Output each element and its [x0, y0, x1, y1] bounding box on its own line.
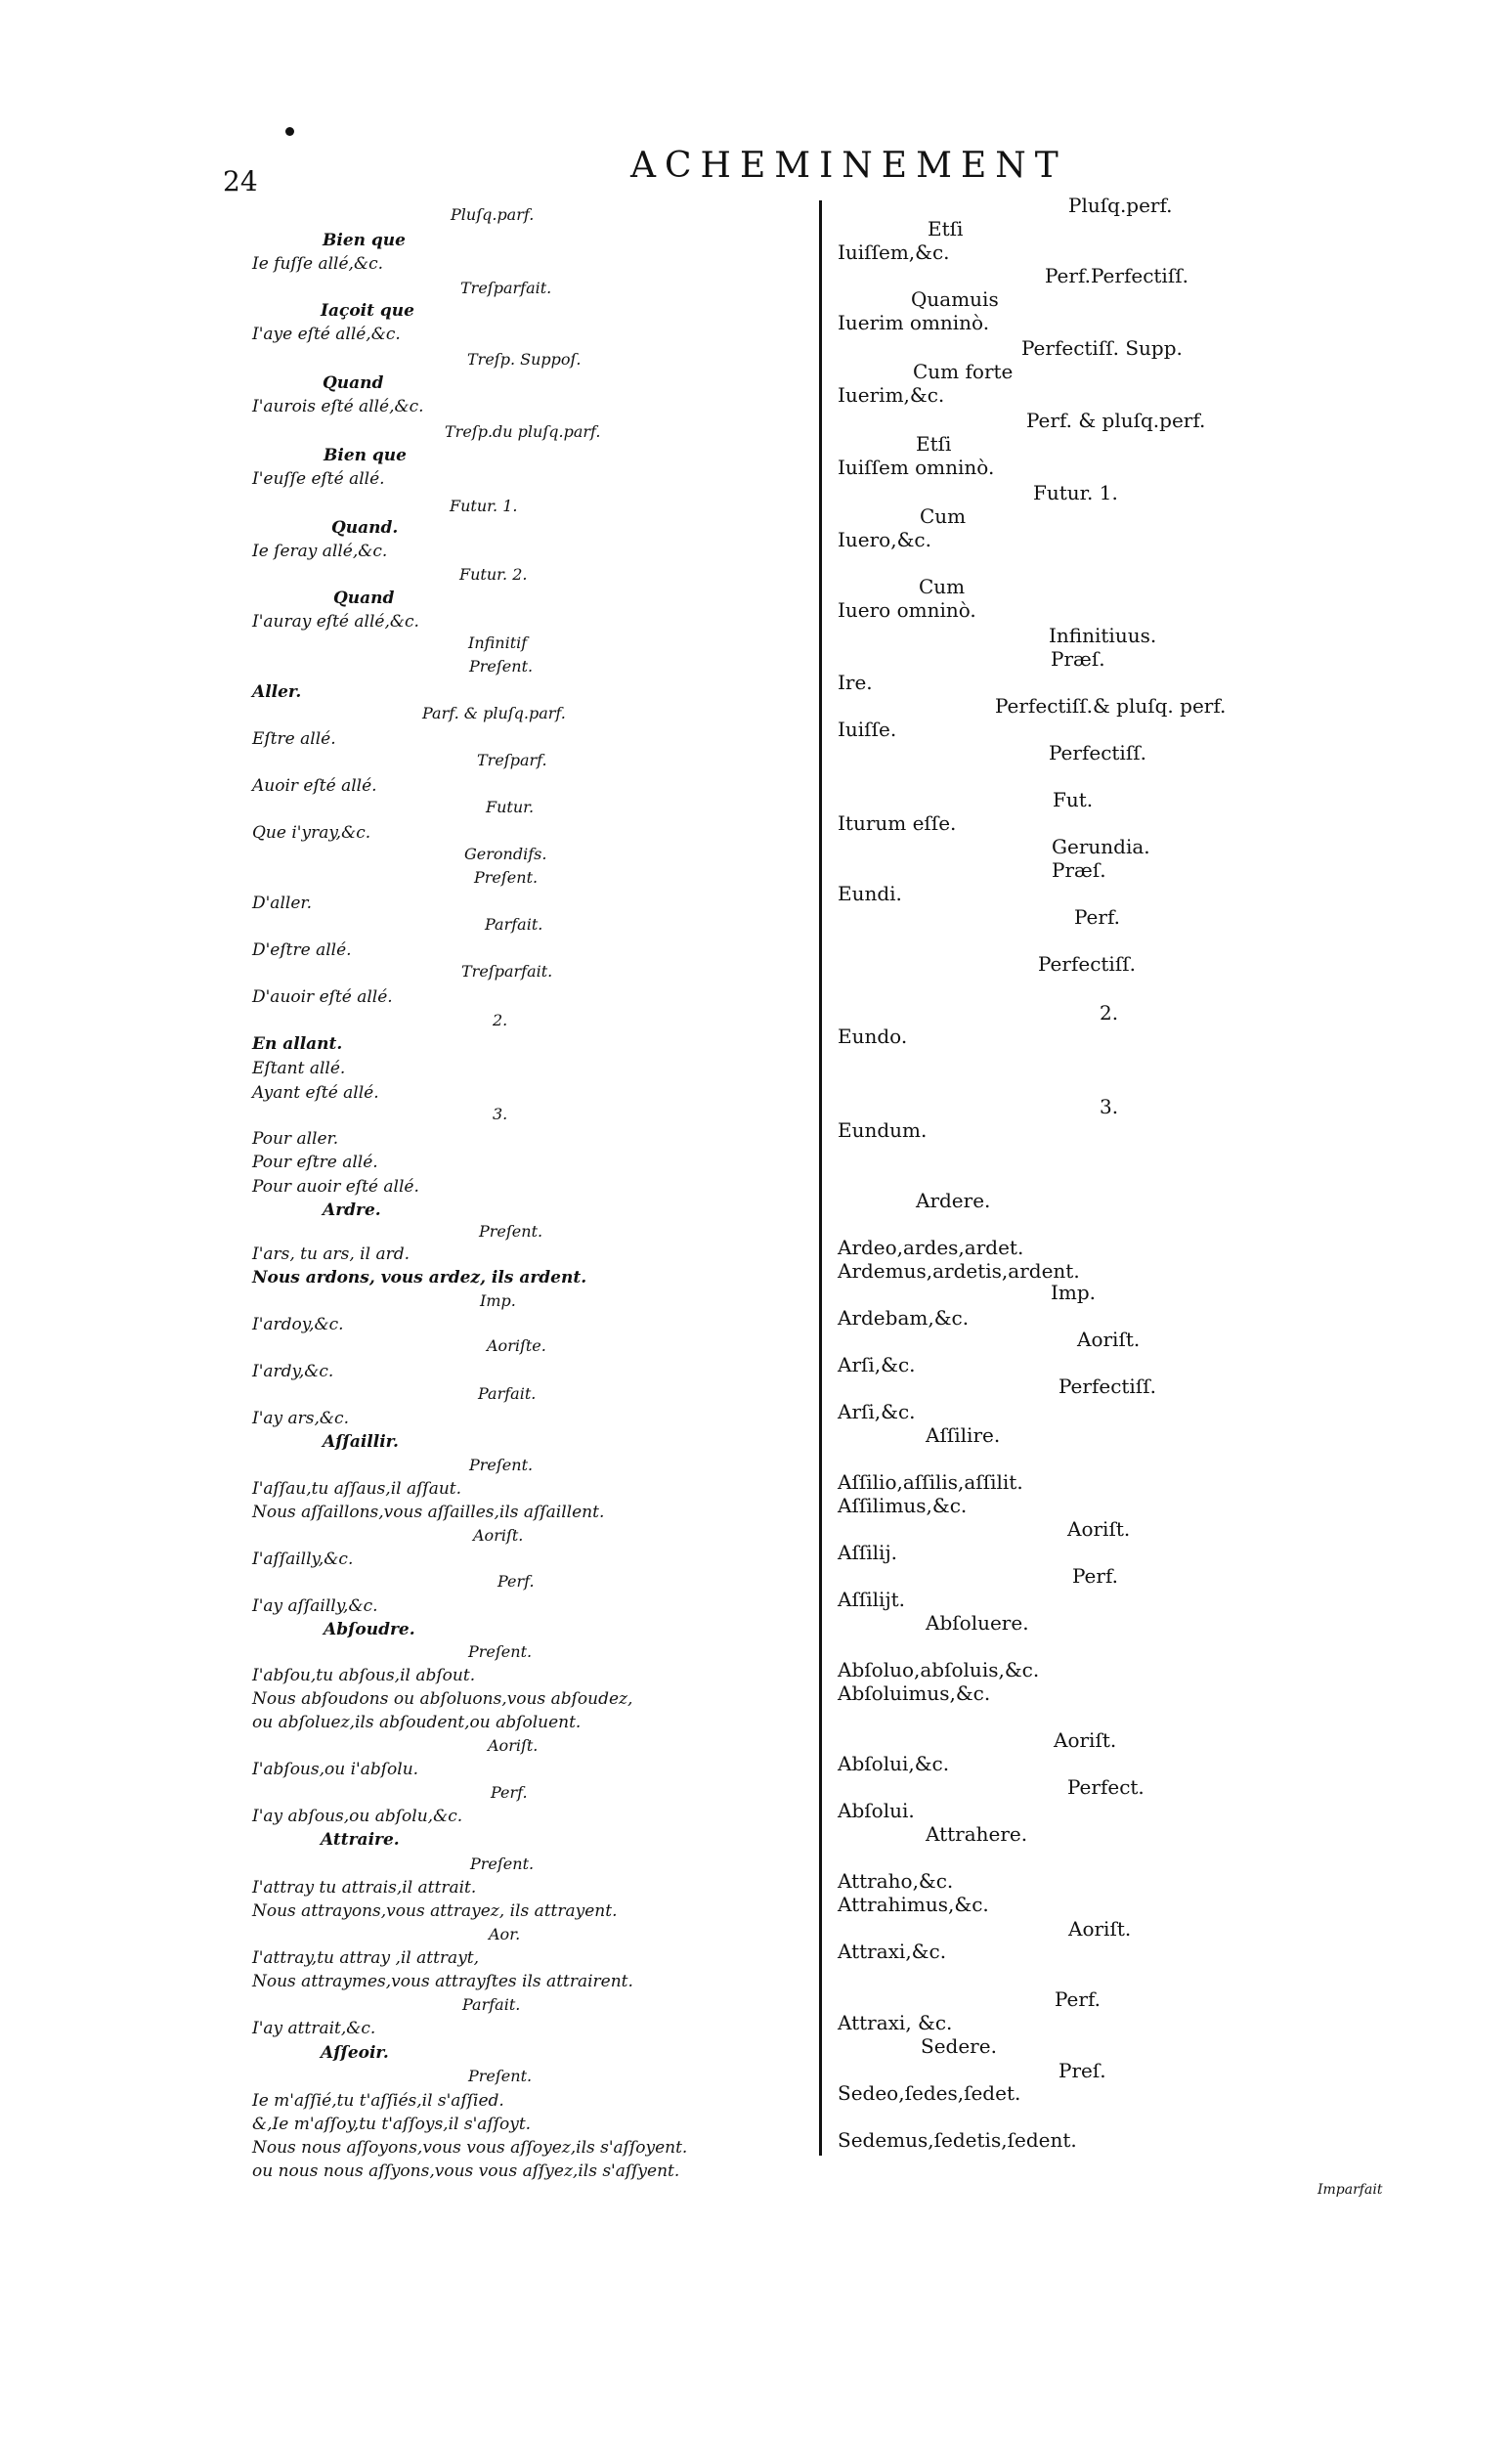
latin-tense-label: Gerundia. [1052, 835, 1150, 858]
latin-line: Etſi [928, 217, 964, 240]
latin-line: Attraxi, &c. [838, 2011, 953, 2034]
latin-line: Iturum eſſe. [838, 811, 957, 835]
running-head: ACHEMINEMENT [630, 146, 1067, 186]
french-line: I'aurois eſté allé,&c. [252, 397, 424, 416]
latin-line: Iuero,&c. [838, 528, 931, 551]
french-tense-label: Preſent. [470, 1855, 535, 1873]
latin-line: Iuero omninò. [838, 598, 976, 622]
french-tense-label: Preſent. [474, 868, 539, 887]
latin-tense-label: Perfectiſſ.& pluſq. perf. [995, 694, 1227, 718]
french-line: ou abſoluez,ils abſoudent,ou abſoluent. [252, 1713, 582, 1732]
latin-line: Cum [919, 575, 966, 598]
french-line: Pour eſtre allé. [252, 1153, 378, 1172]
latin-tense-label: Perf. [1074, 905, 1121, 929]
french-line: Ardre. [323, 1200, 381, 1220]
french-line: En allant. [252, 1034, 343, 1054]
french-line: Nous attraymes,vous attrayſtes ils attrairent. [252, 1972, 633, 1991]
latin-line: Arſi,&c. [838, 1400, 916, 1423]
french-tense-label: Futur. 1. [450, 497, 518, 515]
french-tense-label: Perf. [491, 1783, 528, 1802]
french-line: I'ay ars,&c. [252, 1409, 349, 1428]
latin-tense-label: Perfectiſſ. [1058, 1375, 1156, 1398]
latin-tense-label: Præſ. [1051, 647, 1105, 671]
french-line: Ayant eſté allé. [252, 1083, 379, 1103]
french-line: Eſtant allé. [252, 1059, 346, 1078]
latin-tense-label: Perfectiſſ. [1038, 952, 1136, 976]
latin-tense-label: Præſ. [1052, 858, 1106, 882]
french-tense-label: Perf. [497, 1572, 535, 1591]
latin-line: Abſolui,&c. [838, 1752, 950, 1775]
french-line: I'ay abſous,ou abſolu,&c. [252, 1807, 463, 1826]
latin-line: Ardere. [916, 1189, 991, 1212]
latin-line: Eundum. [838, 1118, 928, 1142]
french-line: Quand [323, 373, 384, 393]
latin-line: Ardemus,ardetis,ardent. [838, 1259, 1080, 1283]
french-line: Nous aſſaillons,vous aſſailles,ils aſſaillent. [252, 1503, 605, 1522]
french-line: I'abſous,ou i'abſolu. [252, 1760, 419, 1779]
latin-line: Sedeo,ſedes,ſedet. [838, 2081, 1021, 2105]
french-line: Nous ardons, vous ardez, ils ardent. [252, 1268, 587, 1287]
latin-line: Aſſilire. [926, 1423, 1001, 1447]
latin-line: Attraho,&c. [838, 1869, 954, 1893]
latin-tense-label: Futur. 1. [1033, 481, 1118, 504]
french-tense-label: 2. [493, 1011, 508, 1029]
french-tense-label: Aoriſte. [487, 1336, 546, 1355]
french-line: I'ardoy,&c. [252, 1315, 344, 1334]
french-line: Eſtre allé. [252, 729, 336, 749]
french-line: Abſoudre. [324, 1620, 415, 1639]
french-tense-label: Parfait. [462, 1995, 521, 2014]
french-tense-label: Treſp. Suppoſ. [467, 350, 582, 369]
french-tense-label: Preſent. [468, 2067, 533, 2085]
french-line: Ie fuſſe allé,&c. [252, 254, 383, 274]
french-line: Ie ſeray allé,&c. [252, 542, 388, 561]
french-tense-label: Infinitif [468, 633, 528, 652]
latin-line: Attrahere. [926, 1822, 1028, 1846]
latin-tense-label: Aoriſt. [1068, 1917, 1132, 1941]
french-line: Iaçoit que [321, 301, 414, 321]
latin-line: Sedere. [921, 2034, 997, 2058]
french-line: Aſſeoir. [321, 2043, 389, 2063]
french-tense-label: Treſparf. [477, 751, 547, 769]
french-line: I'abſou,tu abſous,il abſout. [252, 1666, 476, 1685]
french-tense-label: Futur. [486, 798, 535, 816]
french-line: I'ardy,&c. [252, 1362, 334, 1381]
french-line: I'auray eſté allé,&c. [252, 612, 419, 632]
latin-line: Iuiſſem,&c. [838, 240, 950, 264]
french-line: D'eſtre allé. [252, 940, 352, 960]
french-tense-label: Preſent. [469, 657, 534, 676]
catchword: Imparfait [1318, 2182, 1383, 2198]
latin-line: Aſſilij. [838, 1541, 897, 1564]
french-tense-label: Pluſq.parf. [451, 205, 535, 224]
french-line: D'aller. [252, 894, 313, 913]
french-line: I'ay attrait,&c. [252, 2019, 376, 2038]
latin-tense-label: Fut. [1053, 788, 1094, 811]
french-line: Attraire. [321, 1830, 400, 1850]
french-line: Quand. [331, 518, 399, 538]
french-line: I'ars, tu ars, il ard. [252, 1244, 410, 1264]
french-tense-label: Imp. [480, 1291, 516, 1310]
french-tense-label: Parf. & pluſq.parf. [422, 704, 566, 722]
latin-tense-label: Preſ. [1058, 2059, 1106, 2082]
latin-line: Cum [920, 504, 967, 528]
french-line: Nous attrayons,vous attrayez, ils attrayent. [252, 1901, 618, 1921]
french-tense-label: Preſent. [468, 1642, 533, 1661]
french-line: Nous nous aſſoyons,vous vous aſſoyez,ils s'aſſoyent. [252, 2138, 688, 2158]
latin-tense-label: Perfect. [1067, 1775, 1145, 1799]
french-line: Ie m'aſſié,tu t'aſſiés,il s'aſſied. [252, 2091, 504, 2111]
french-line: &,Ie m'aſſoy,tu t'aſſoys,il s'aſſoyt. [252, 2115, 532, 2134]
french-line: I'ay aſſailly,&c. [252, 1596, 378, 1616]
french-tense-label: Preſent. [469, 1456, 534, 1474]
latin-line: Attrahimus,&c. [838, 1893, 989, 1916]
latin-line: Ire. [838, 671, 873, 694]
ornament-dot [285, 127, 294, 136]
latin-tense-label: Imp. [1051, 1281, 1097, 1304]
french-line: Pour aller. [252, 1129, 339, 1149]
french-line: I'aſſau,tu aſſaus,il aſſaut. [252, 1479, 462, 1499]
latin-line: Abſoluere. [926, 1611, 1029, 1635]
latin-tense-label: 3. [1100, 1095, 1119, 1118]
french-line: I'aſſailly,&c. [252, 1549, 354, 1569]
french-tense-label: Parfait. [485, 915, 543, 934]
page-number: 24 [223, 165, 258, 197]
french-line: Aſſaillir. [323, 1432, 399, 1452]
latin-line: Cum forte [913, 360, 1014, 383]
latin-line: Ardebam,&c. [838, 1306, 970, 1330]
latin-line: Quamuis [911, 287, 999, 311]
latin-tense-label: Perf. [1072, 1564, 1119, 1588]
french-tense-label: Treſparfait. [460, 279, 552, 297]
french-tense-label: Aoriſt. [473, 1526, 524, 1545]
latin-tense-label: Perf. [1055, 1987, 1102, 2011]
french-line: I'attray,tu attray ,il attrayt, [252, 1948, 480, 1968]
latin-line: Abſolui. [838, 1799, 915, 1822]
latin-tense-label: Perfectiſſ. [1049, 741, 1146, 764]
french-tense-label: Treſp.du pluſq.parf. [445, 422, 601, 441]
latin-tense-label: Pluſq.perf. [1068, 194, 1173, 217]
latin-line: Abſoluimus,&c. [838, 1681, 991, 1705]
latin-line: Abſoluo,abſoluis,&c. [838, 1658, 1040, 1681]
french-line: I'attray tu attrais,il attrait. [252, 1878, 477, 1898]
french-tense-label: Preſent. [479, 1222, 543, 1241]
french-line: Aller. [252, 682, 302, 702]
latin-line: Etſi [916, 432, 952, 456]
french-line: Nous abſoudons ou abſoluons,vous abſoudez, [252, 1689, 633, 1709]
column-divider [819, 200, 822, 2156]
latin-line: Eundi. [838, 882, 902, 905]
french-line: D'auoir eſté allé. [252, 987, 393, 1007]
latin-line: Iuiſſe. [838, 718, 897, 741]
french-tense-label: Aor. [489, 1925, 521, 1943]
french-line: I'aye eſté allé,&c. [252, 325, 401, 344]
latin-tense-label: Aoriſt. [1077, 1328, 1141, 1351]
latin-tense-label: Aoriſt. [1054, 1728, 1117, 1752]
latin-line: Ardeo,ardes,ardet. [838, 1236, 1024, 1259]
latin-line: Sedemus,ſedetis,ſedent. [838, 2128, 1077, 2152]
latin-line: Iuerim omninò. [838, 311, 990, 334]
french-tense-label: Gerondifs. [464, 845, 547, 863]
french-line: Pour auoir eſté allé. [252, 1177, 419, 1197]
latin-tense-label: 2. [1100, 1001, 1119, 1025]
french-line: ou nous nous aſſyons,vous vous aſſyez,ils s'aſſyent. [252, 2161, 680, 2181]
latin-tense-label: Perfectiſſ. Supp. [1021, 336, 1183, 360]
french-tense-label: Futur. 2. [459, 565, 528, 584]
french-line: Bien que [323, 231, 406, 250]
latin-line: Eundo. [838, 1025, 908, 1048]
latin-tense-label: Aoriſt. [1067, 1517, 1131, 1541]
latin-line: Iuiſſem omninò. [838, 456, 995, 479]
french-tense-label: 3. [493, 1105, 508, 1123]
latin-tense-label: Perf.Perfectiſſ. [1045, 264, 1188, 287]
french-line: Bien que [324, 446, 407, 465]
latin-line: Aſſilio,aſſilis,aſſilit. [838, 1470, 1023, 1494]
latin-line: Iuerim,&c. [838, 383, 945, 407]
latin-line: Aſſilimus,&c. [838, 1494, 968, 1517]
latin-line: Aſſilijt. [838, 1588, 906, 1611]
latin-tense-label: Perf. & pluſq.perf. [1026, 409, 1206, 432]
french-tense-label: Treſparfait. [461, 962, 553, 981]
latin-tense-label: Infinitiuus. [1049, 624, 1157, 647]
french-line: Quand [333, 589, 395, 608]
french-tense-label: Parfait. [478, 1384, 537, 1403]
french-tense-label: Aoriſt. [488, 1736, 539, 1755]
french-line: I'euſſe eſté allé. [252, 469, 385, 489]
french-line: Auoir eſté allé. [252, 776, 377, 796]
latin-line: Arſi,&c. [838, 1353, 916, 1376]
french-line: Que i'yray,&c. [252, 823, 371, 843]
latin-line: Attraxi,&c. [838, 1940, 947, 1963]
